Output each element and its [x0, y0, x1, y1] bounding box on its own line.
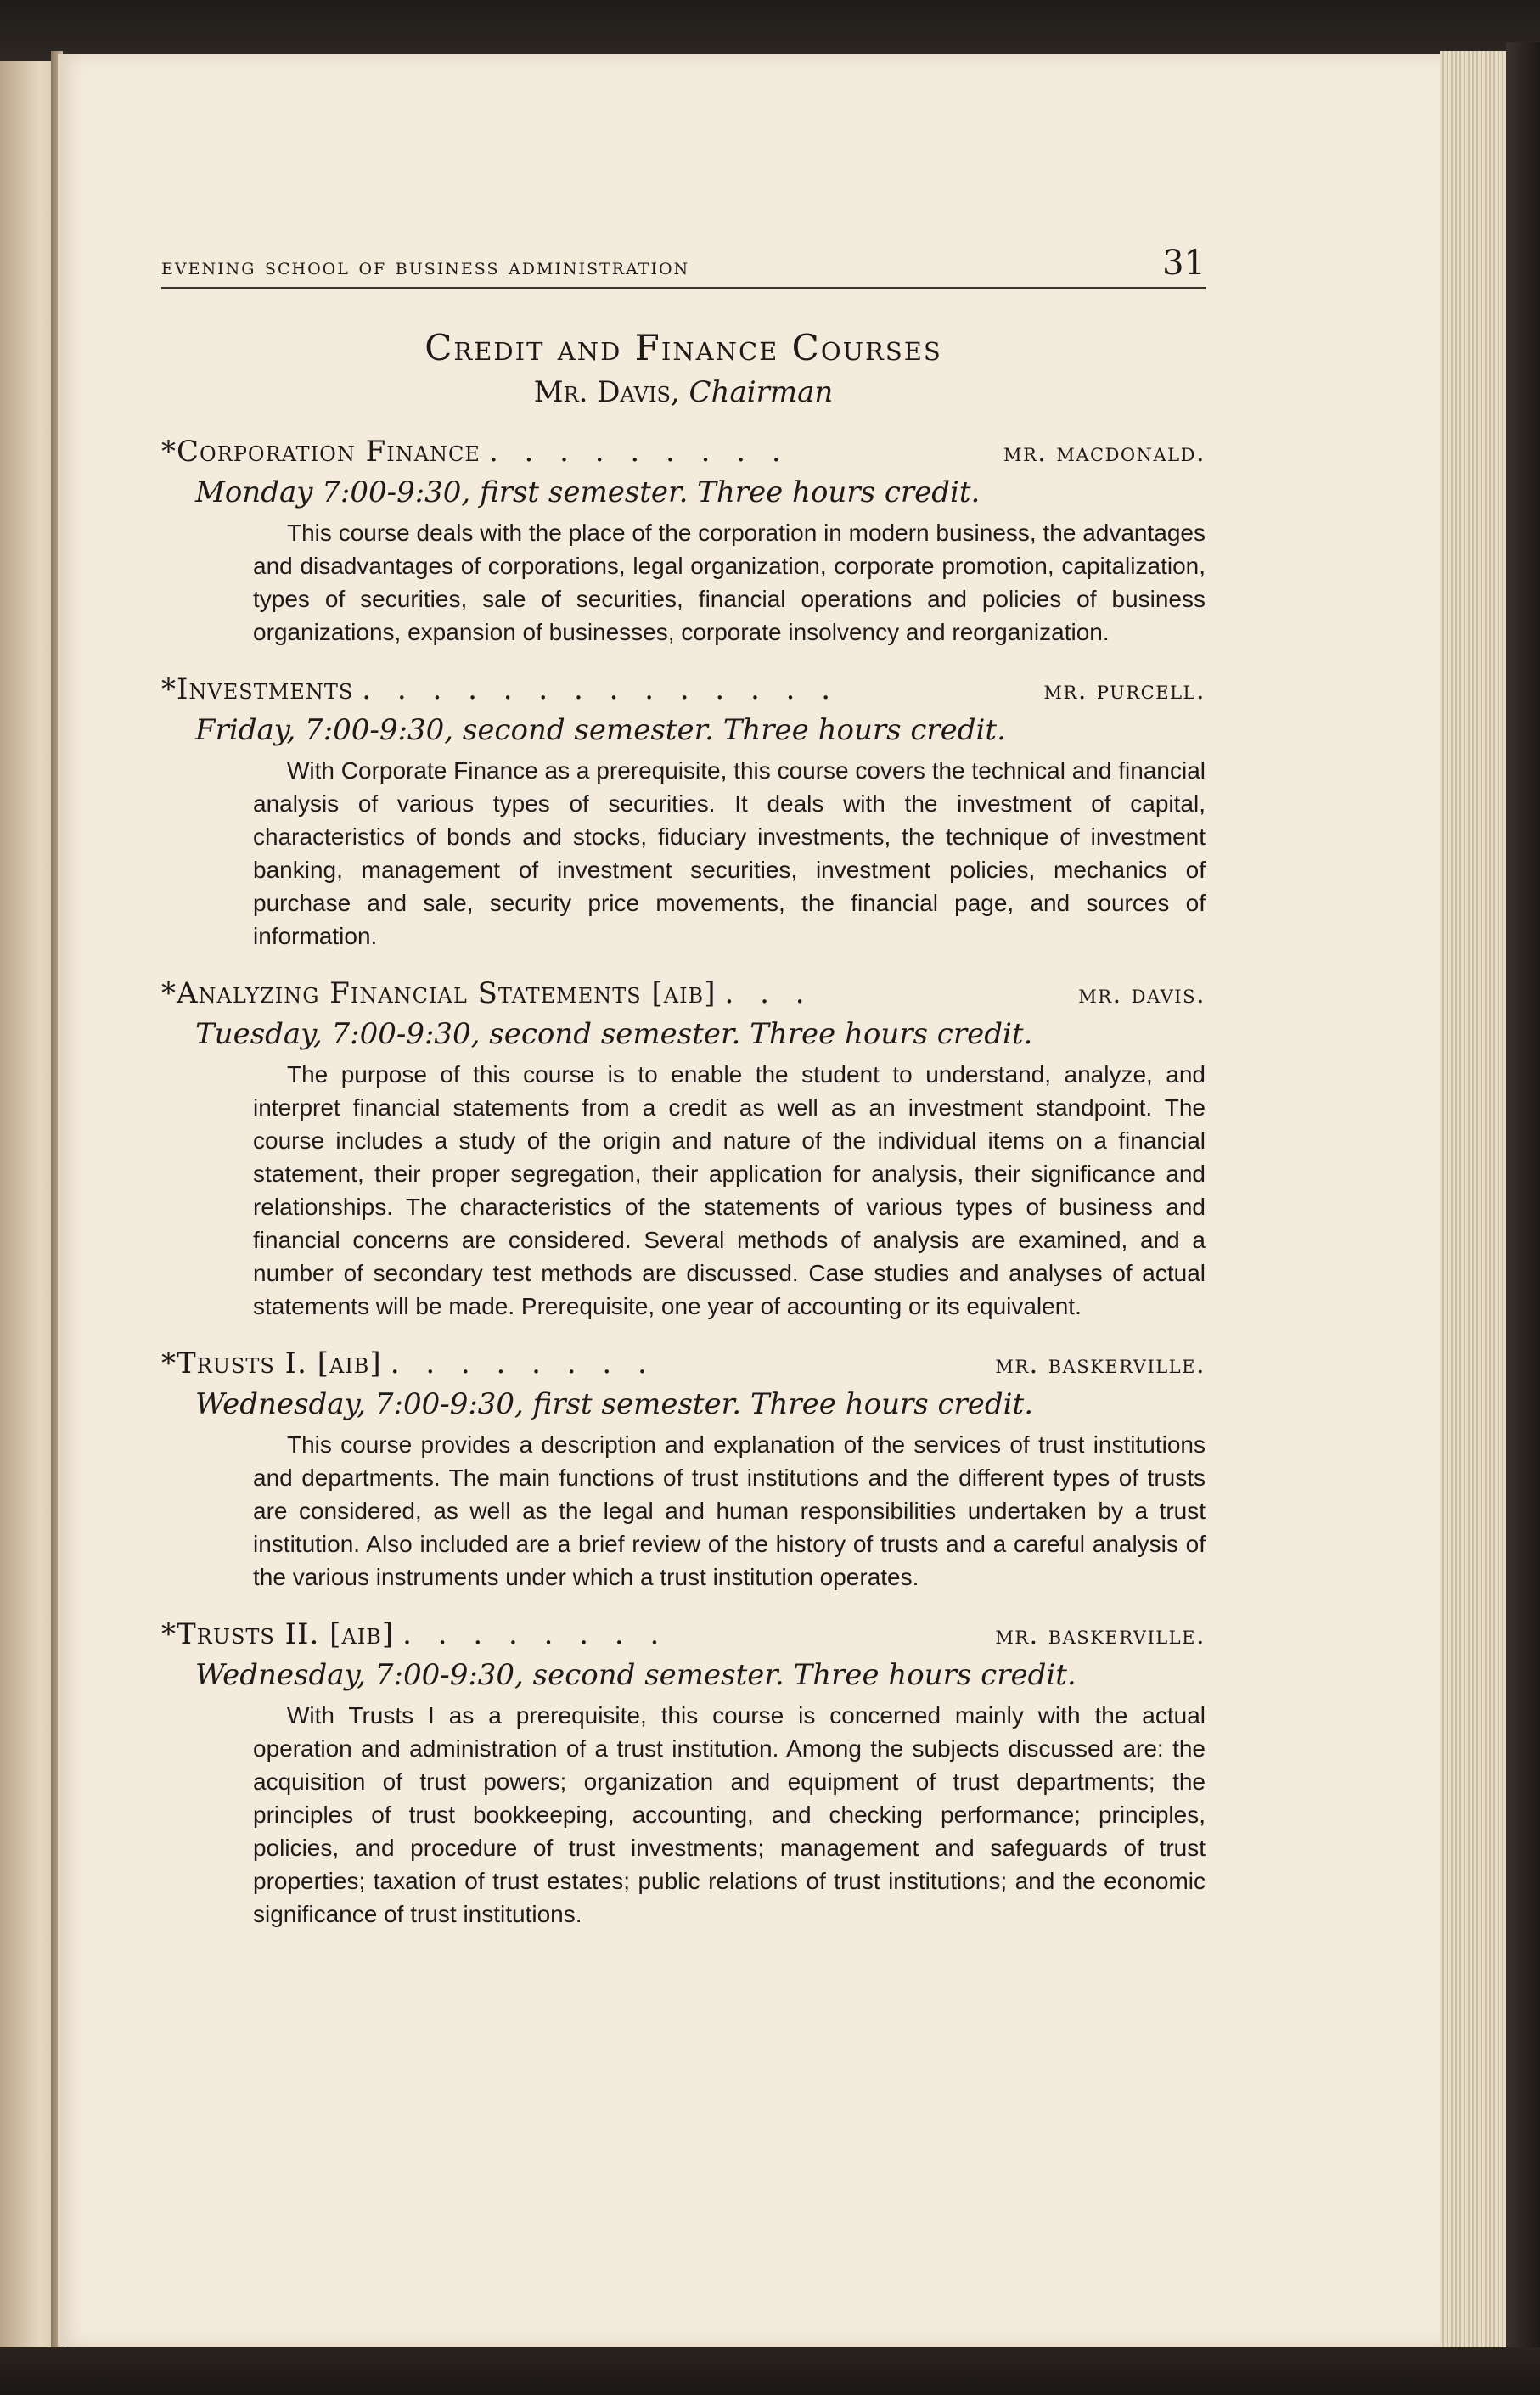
binding-bottom — [0, 2347, 1540, 2395]
running-header — [161, 246, 1206, 289]
section-chair — [161, 374, 1206, 411]
course-title: *Trusts II. [aib] — [161, 1617, 395, 1651]
book-cover-edge — [1506, 42, 1540, 2356]
binding-top — [0, 0, 1540, 61]
course-heading — [161, 975, 1206, 1014]
course-description: With Corporate Finance as a prerequisite, this course covers the technical and financial analysis of various types of securities. It deals with the investment of capital, characteristics of bonds and stocks, fiduciary investments, the technique of investment banking, management of investment securities, investment policies, mechanics of purchase and sale, security price movements, the financial page, and sources of information. — [253, 757, 1206, 949]
dot-leader: . . . . . . . . . — [488, 435, 790, 469]
course-entry — [161, 433, 1206, 649]
course-title: *Analyzing Financial Statements [aib] — [161, 976, 717, 1010]
course-schedule: Wednesday, 7:00-9:30, second semester. Three hours credit. — [195, 1658, 1076, 1692]
course-schedule: Wednesday, 7:00-9:30, first semester. Three hours credit. — [195, 1387, 1033, 1421]
course-instructor: mr. baskerville. — [995, 1350, 1206, 1380]
course-title: *Corporation Finance — [161, 435, 481, 469]
course-entry — [161, 1345, 1206, 1594]
course-heading — [161, 433, 1206, 472]
course-heading — [161, 1345, 1206, 1384]
page-number: 31 — [1162, 244, 1206, 283]
course-description: With Trusts I as a prerequisite, this course is concerned mainly with the actual operation and administration of a trust institution. Among the subjects discussed are: the acquisition of trust powers; organization and equipment of trust departments; the principles of trust bookkeeping, accounting, and checking performance; principles, policies, and procedure of trust investments; management and safeguards of trust properties; taxation of trust estates; public relations of trust institutions; and the economic significance of trust institutions. — [253, 1702, 1206, 1927]
dot-leader: . . . . . . . . . . . . . . — [362, 672, 840, 706]
course-instructor: mr. baskerville. — [995, 1621, 1206, 1650]
course-title: *Trusts I. [aib] — [161, 1346, 382, 1380]
course-instructor: mr. davis. — [1078, 980, 1206, 1009]
course-description: This course deals with the place of the corporation in modern business, the advantages and disadvantages of corporations, legal organization, corporate promotion, capitalization, types of securities, sale of securities, financial operations and policies of business organizations, expansion of businesses, corporate insolvency and reorganization. — [253, 520, 1206, 645]
course-instructor: mr. purcell. — [1043, 676, 1206, 706]
page-content — [161, 246, 1206, 1931]
dot-leader: . . . — [724, 976, 813, 1010]
course-schedule: Friday, 7:00-9:30, second semester. Three hours credit. — [195, 713, 1006, 747]
running-title: evening school of business administration — [161, 254, 690, 280]
course-entry — [161, 975, 1206, 1323]
dot-leader: . . . . . . . . — [390, 1346, 655, 1380]
course-entry — [161, 1616, 1206, 1931]
course-title: *Investments — [161, 672, 354, 706]
dot-leader: . . . . . . . . — [402, 1617, 668, 1651]
page-stack-edges — [1440, 51, 1506, 2353]
course-schedule: Monday 7:00-9:30, first semester. Three hours credit. — [195, 475, 981, 509]
course-instructor: mr. macdonald. — [1003, 438, 1206, 468]
course-description: This course provides a description and explanation of the services of trust institutions and departments. The main functions of trust institutions and the different types of trusts are considered, as well as the legal and human responsibilities undertaken by a trust institution. Also included are a brief review of the history of trusts and a careful analysis of the various instruments under which a trust institution operates. — [253, 1431, 1206, 1590]
chair-name: Mr. Davis, — [533, 375, 680, 409]
facing-page-edge — [0, 61, 58, 2347]
course-entry — [161, 671, 1206, 953]
course-heading — [161, 671, 1206, 710]
course-schedule: Tuesday, 7:00-9:30, second semester. Three hours credit. — [195, 1017, 1033, 1051]
course-heading — [161, 1616, 1206, 1655]
course-description: The purpose of this course is to enable the student to understand, analyze, and interpret financial statements from a credit as well as an investment standpoint. The course includes a study of the origin and nature of the individual items on a financial statement, their proper segregation, their application for analysis, their significance and relationships. The characteristics of the statements of various types of business and financial concerns are considered. Several methods of analysis are examined, and a number of secondary test methods are discussed. Case studies and analyses of actual statements will be made. Prerequisite, one year of accounting or its equivalent. — [253, 1061, 1206, 1319]
section-title: Credit and Finance Courses — [424, 327, 942, 368]
chair-role: Chairman — [689, 375, 834, 409]
